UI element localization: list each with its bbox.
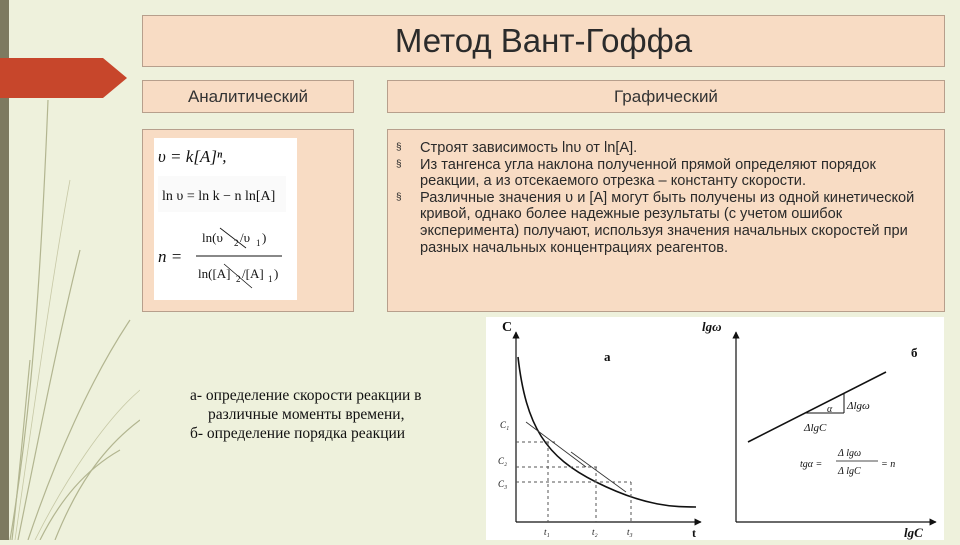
bullet-item: [396, 157, 932, 190]
slide-title: Метод Вант-Гоффа: [142, 15, 945, 67]
svg-text:/υ: /υ: [240, 230, 251, 245]
delta-x-label: ΔlgC: [804, 422, 827, 434]
bullet-marker: §: [396, 191, 402, 203]
y-tick-label: C₁: [500, 420, 510, 430]
svg-text:n =: n =: [158, 247, 183, 266]
formula-rhs: = n: [881, 459, 896, 470]
caption-line: различные моменты времени,: [208, 406, 405, 423]
caption-line: а- определение скорости реакции в: [190, 387, 422, 404]
x-tick-label: t₂: [592, 527, 598, 537]
graph-a-panel-label: а: [604, 349, 611, 364]
decay-curve: [518, 357, 696, 507]
bullet-item: [396, 140, 932, 157]
y-tick-label: C₂: [498, 456, 508, 466]
y-tick-label: C₃: [498, 479, 508, 489]
graph-a-x-label: t: [692, 526, 696, 540]
header-analytic: Аналитический: [142, 80, 354, 113]
graph-b-x-label: lgC: [904, 525, 923, 540]
formula-lhs: tgα =: [800, 459, 823, 470]
x-tick-label: t₃: [627, 527, 633, 537]
graph-b-panel-label: б: [911, 345, 918, 360]
caption-line: б- определение порядка реакции: [190, 425, 406, 442]
graph-b: [702, 319, 936, 540]
bullet-text: Из тангенса угла наклона полученной прямой определяют порядок реакции, а из отсекаемого отрезка – константу скорости.: [420, 156, 876, 190]
svg-text:): ): [274, 266, 279, 281]
graph-a-y-label: C: [502, 320, 513, 335]
formula-den: Δ lgC: [838, 466, 861, 477]
svg-text:1: 1: [256, 238, 261, 248]
bullet-marker: §: [396, 142, 402, 153]
svg-text:2: 2: [236, 274, 241, 284]
svg-text:ln([A]: ln([A]: [198, 266, 231, 281]
svg-text:ln(υ: ln(υ: [202, 230, 223, 245]
bullet-text: Различные значения υ и [A] могут быть получены из одной кинетической кривой, однако более надежные результаты (с учетом ошибок эксперимента) получают, используя значения начальных скоростей при разных начальных концентрациях реагентов.: [420, 189, 915, 256]
bullet-item: [396, 190, 932, 256]
angle-label: α: [827, 404, 833, 415]
header-graphic: Графический: [387, 80, 945, 113]
x-tick-label: t₁: [544, 527, 550, 537]
graph-a: [498, 320, 701, 540]
graphs-panel: [486, 317, 944, 540]
bullets-box: [387, 129, 945, 312]
bullet-marker: §: [396, 158, 402, 170]
formula-num: Δ lgω: [838, 448, 862, 459]
svg-text:): ): [262, 230, 267, 245]
accent-arrow: [0, 58, 127, 98]
figure-caption: [190, 386, 490, 443]
svg-text:2: 2: [234, 238, 239, 248]
graph-b-y-label: lgω: [702, 319, 722, 334]
bullet-text: Строят зависимость lnυ от ln[A].: [420, 140, 638, 156]
delta-y-label: Δlgω: [847, 400, 870, 412]
formulas-image: [154, 138, 297, 300]
formula-log: ln υ = ln k − n ln[A]: [162, 189, 276, 204]
svg-text:1: 1: [268, 274, 273, 284]
svg-text:/[A]: /[A]: [242, 266, 264, 281]
formula-rate-law: υ = k[A]ⁿ,: [158, 147, 227, 166]
